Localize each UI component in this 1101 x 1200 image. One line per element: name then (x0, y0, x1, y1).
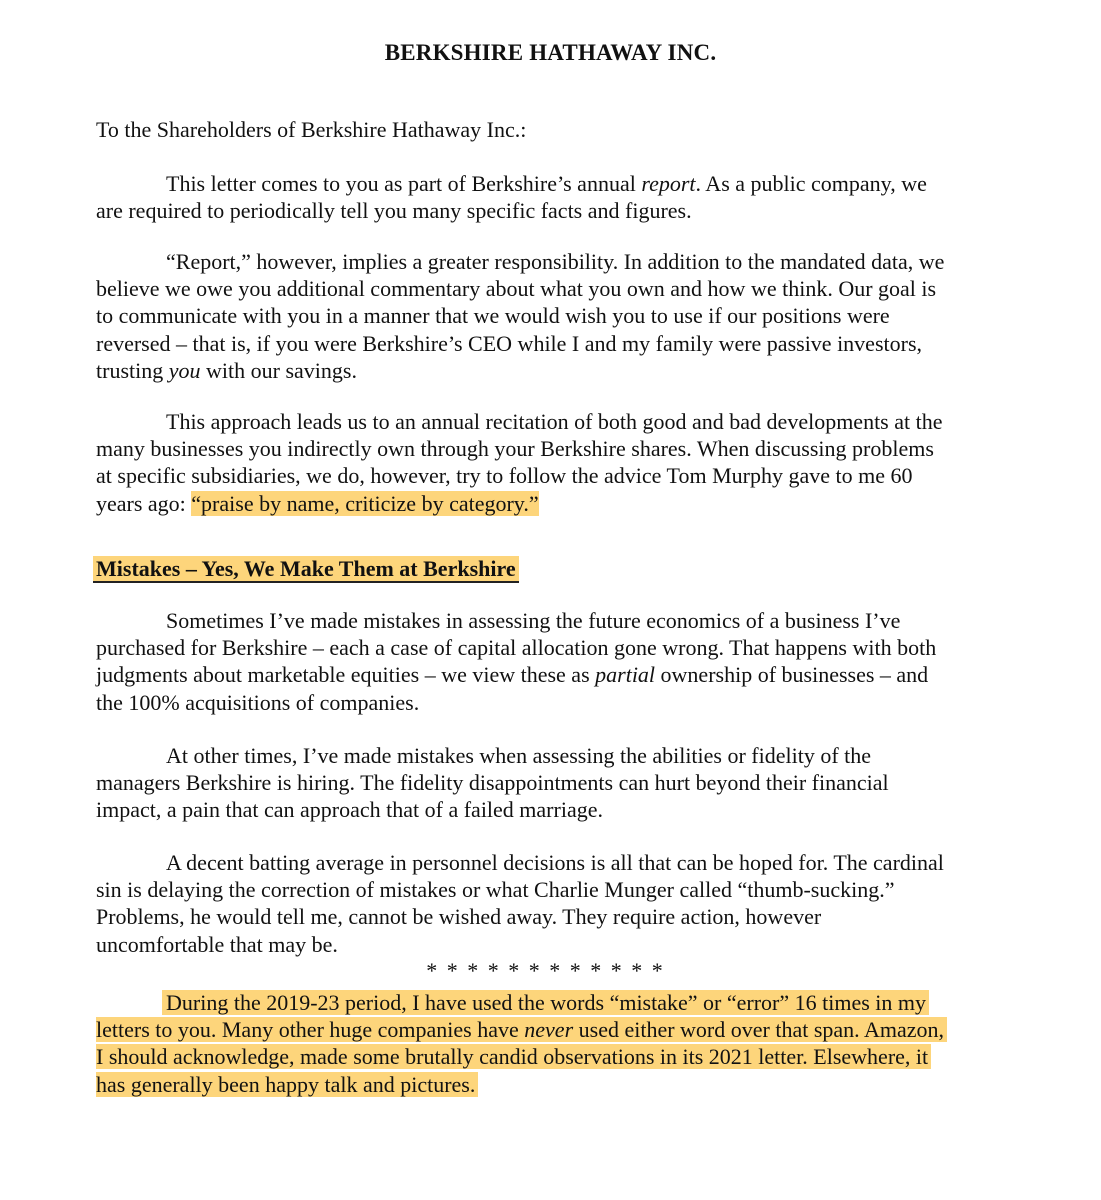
paragraph-report-responsibility (96, 248, 1011, 384)
paragraph-line: are required to periodically tell you many specific facts and figures. (96, 198, 692, 224)
paragraph-line: This approach leads us to an annual recitation of both good and bad developments at the (166, 409, 943, 434)
paragraph-line: I should acknowledge, made some brutally candid observations in its 2021 letter. Elsewhere, it (96, 1043, 1011, 1070)
emphasis-text: partial (595, 662, 656, 688)
paragraph-line: many businesses you indirectly own through your Berkshire shares. When discussing problems (96, 436, 934, 462)
paragraph-line: purchased for Berkshire – each a case of capital allocation gone wrong. That happens with both (96, 635, 937, 661)
emphasis-text: you (168, 357, 201, 383)
paragraph-line: years ago: “praise by name, criticize by category.” (96, 490, 539, 516)
paragraph-line: “Report,” however, implies a greater responsibility. In addition to the mandated data, we (166, 249, 945, 274)
paragraph-approach (96, 408, 1011, 517)
paragraph-line: the 100% acquisitions of companies. (96, 689, 420, 715)
paragraph-line: sin is delaying the correction of mistakes or what Charlie Munger called “thumb-sucking.” (96, 877, 895, 903)
paragraph-line: managers Berkshire is hiring. The fidelity disappointments can hurt beyond their financial (96, 770, 889, 796)
paragraph-batting-average (96, 849, 1011, 958)
paragraph-line: at specific subsidiaries, we do, however, try to follow the advice Tom Murphy gave to me 60 (96, 463, 913, 489)
document-title: BERKSHIRE HATHAWAY INC. (384, 40, 717, 65)
paragraph-line: believe we owe you additional commentary about what you own and how we think. Our goal is (96, 276, 937, 302)
paragraph-line: Problems, he would tell me, cannot be wished away. They require action, however (96, 904, 822, 930)
section-heading: Mistakes – Yes, We Make Them at Berkshire (93, 555, 519, 582)
emphasis-text: never (524, 1017, 574, 1043)
paragraph-line: During the 2019-23 period, I have used the words “mistake” or “error” 16 times in my (96, 989, 1011, 1016)
section-separator: * * * * * * * * * * * * (426, 958, 665, 983)
paragraph-line: letters to you. Many other huge companies have never used either word over that span. Amazon, (96, 1016, 1011, 1043)
paragraph-line: has generally been happy talk and pictures. (96, 1071, 1011, 1098)
paragraph-line: reversed – that is, if you were Berkshire’s CEO while I and my family were passive investors, (96, 330, 923, 356)
paragraph-line: to communicate with you in a manner that we would wish you to use if our positions were (96, 303, 890, 329)
paragraph-capital-allocation (96, 607, 1011, 716)
paragraph-managers (96, 742, 1011, 824)
paragraph-annual-report (96, 170, 1011, 224)
highlighted-quote: “praise by name, criticize by category.” (191, 490, 539, 516)
paragraph-line: judgments about marketable equities – we view these as partial ownership of businesses – and (96, 662, 929, 688)
emphasis-text: report (641, 171, 696, 196)
paragraph-line: trusting you with our savings. (96, 357, 357, 383)
paragraph-line: impact, a pain that can approach that of a failed marriage. (96, 797, 603, 823)
paragraph-mistakes-count (96, 989, 1011, 1098)
salutation: To the Shareholders of Berkshire Hathaway Inc.: (96, 117, 527, 142)
paragraph-line: This letter comes to you as part of Berkshire’s annual report. As a public company, we (166, 171, 927, 196)
paragraph-line: At other times, I’ve made mistakes when assessing the abilities or fidelity of the (166, 743, 872, 768)
paragraph-line: A decent batting average in personnel decisions is all that can be hoped for. The cardinal (166, 850, 944, 875)
paragraph-line: Sometimes I’ve made mistakes in assessing the future economics of a business I’ve (166, 608, 901, 633)
paragraph-line: uncomfortable that may be. (96, 931, 338, 957)
